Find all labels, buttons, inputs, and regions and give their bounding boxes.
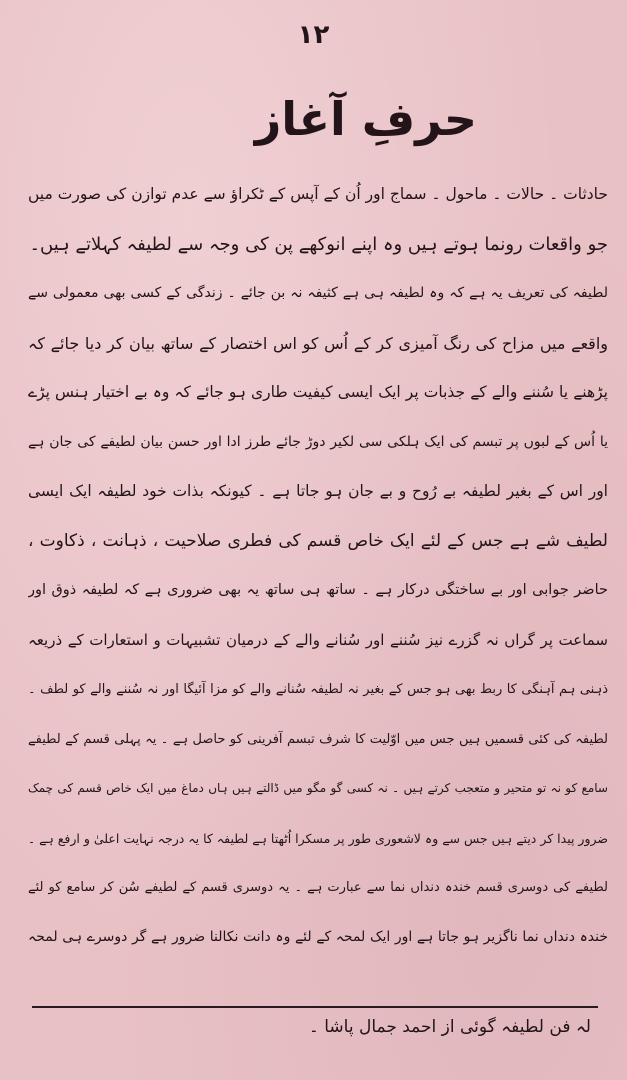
page-number: ۱۲ (297, 20, 330, 50)
footnote-divider (32, 1006, 598, 1008)
chapter-title: حرفِ آغاز (254, 92, 477, 146)
text-line: خندہ دنداں نما ناگزیر ہو جاتا ہے اور ایک لمحہ کے لئے وہ دانت نکالنا ضرور ہے گر دوسرے ہی لمحہ (28, 928, 608, 945)
text-line: سماعت پر گراں نہ گزرے نیز سُننے اور سُنانے والے کے درمیان تشبیہات و استعارات کے ذریعہ (28, 630, 608, 649)
body-text (28, 170, 608, 962)
text-line: اور اس کے بغیر لطیفہ بے رُوح و بے جان ہو جاتا ہے ۔ کیونکہ بذات خود لطیفہ ایک ایسی (28, 482, 608, 500)
text-line: لطیف شے ہے جس کے لئے ایک خاص قسم کی فطری صلاحیت ، ذہانت ، ذکاوت ، (28, 530, 608, 551)
text-line: حاضر جوابی اور بے ساختگی درکار ہے ۔ ساتھ ہی ساتھ یہ بھی ضروری ہے کہ لطیفہ ذوق اور (28, 582, 608, 598)
text-line: لطیفہ کی کئی قسمیں ہیں جس میں اوّلیت کا شرف تبسم آفرینی کو حاصل ہے ۔ یہ پہلی قسم کے لطیفے (28, 731, 608, 747)
text-line: واقعے میں مزاح کی رنگ آمیزی کر کے اُس کو اس اختصار کے ساتھ بیان کر دیا جائے کہ (28, 333, 608, 353)
text-line: حادثات ۔ حالات ۔ ماحول ۔ سماج اور اُن کے آپس کے ٹکراؤ سے عدم توازن کی صورت میں (28, 185, 608, 203)
text-line: سامع کو نہ تو متحیر و متعجب کرتے ہیں ۔ نہ کسی گو مگو میں ڈالتے ہیں ہاں دماغ میں ایک خاص قسم کی چمک (28, 781, 608, 795)
text-line: پڑھنے یا سُننے والے کے جذبات پر ایک ایسی کیفیت طاری ہو جائے کہ وہ بے اختیار ہنس پڑے (28, 383, 608, 401)
footnote: لہ فن لطیفہ گوئی از احمد جمال پاشا ۔ (308, 1017, 591, 1037)
text-line: لطیفہ کی تعریف یہ ہے کہ وہ لطیفہ ہی ہے کثیفہ نہ بن جائے ۔ زندگی کے کسی بھی معمولی سے (28, 285, 608, 301)
text-line: ضرور پیدا کر دیتے ہیں جس سے وہ لاشعوری طور پر مسکرا اُٹھتا ہے لطیفہ کا یہ درجہ نہایت اعلیٰ و ارفع ہے ۔ (28, 830, 608, 846)
text-line: ذہنی ہم آہنگی کا ربط بھی ہو جس کے بغیر نہ لطیفہ سُنانے والے کو مزا آئیگا اور نہ سُننے والے کو لطف ۔ (28, 682, 608, 697)
text-line: جو واقعات رونما ہوتے ہیں وہ اپنے انوکھے پن کی وجہ سے لطیفہ کہلاتے ہیں۔ (29, 233, 608, 255)
text-line: یا اُس کے لبوں پر تبسم کی ایک ہلکی سی لکیر دوڑ جائے طرز ادا اور حسن بیان لطیفے کی جان ہے (28, 433, 608, 450)
text-line: لطیفے کی دوسری قسم خندہ دنداں نما سے عبارت ہے ۔ یہ دوسری قسم کے لطیفے سُن کر سامع کو لئے (28, 880, 608, 895)
